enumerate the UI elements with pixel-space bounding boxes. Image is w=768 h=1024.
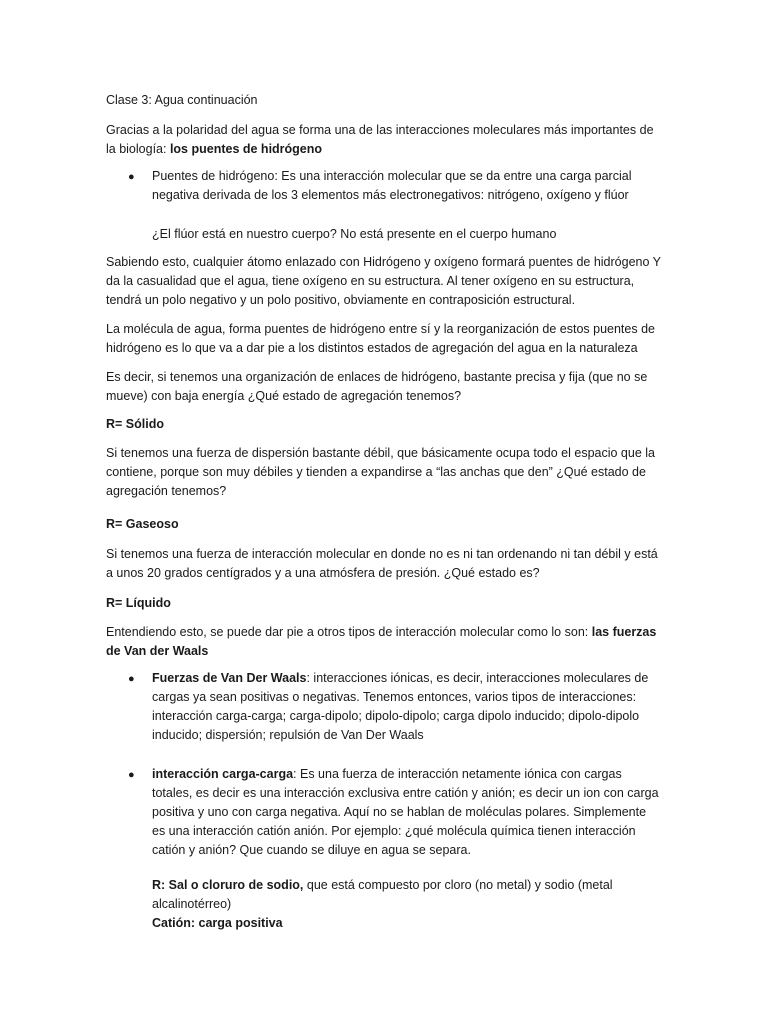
bold-term: interacción carga-carga	[152, 767, 294, 781]
bullet-icon: ●	[128, 769, 135, 781]
paragraph-text: Entendiendo esto, se puede dar pie a otros tipos de interacción molecular como lo son:	[106, 625, 592, 639]
answer-text: R= Líquido	[106, 596, 171, 610]
paragraph-liquido-question: Si tenemos una fuerza de interacción molecular en donde no es ni tan ordenando ni tan débil y está a unos 20 grados centígrados y a una atmósfera de presión. ¿Qué estado es?	[106, 547, 658, 580]
bullet-text: : interacciones iónicas, es decir, interacciones moleculares de cargas ya sean positivas o negativas. Tenemos entonces, varios tipos de interacciones: interacción carga-carga; carga-dipolo; dipolo-dipolo; carga dipolo inducido; dipolo-dipolo inducido; dispersión; repulsión de Van Der Waals	[152, 671, 649, 742]
bullet-icon: ●	[128, 171, 135, 183]
answer-text: que está compuesto por cloro (no metal) y sodio (metal alcalinotérreo)	[152, 878, 613, 911]
paragraph-text: Gracias a la polaridad del agua se forma una de las interacciones moleculares más importantes de la biología:	[106, 123, 654, 156]
bullet-puentes-hidrogeno: Puentes de hidrógeno: Es una interacción molecular que se da entre una carga parcial negativa derivada de los 3 elementos más electronegativos: nitrógeno, oxígeno y flúor	[152, 169, 632, 202]
bold-term: R: Sal o cloruro de sodio,	[152, 878, 304, 892]
paragraph-sabiendo: Sabiendo esto, cualquier átomo enlazado con Hidrógeno y oxígeno formará puentes de hidrógeno Y da la casualidad que el agua, tiene oxígeno en su estructura. Al tener oxígeno en su estructura, tendrá un polo negativo y un polo positivo, obviamente en contraposición estructural.	[106, 255, 661, 307]
answer-sal	[152, 876, 662, 914]
paragraph-dispersion: Si tenemos una fuerza de dispersión bastante débil, que básicamente ocupa todo el espacio que la contiene, porque son muy débiles y tienden a expandirse a “las anchas que den” ¿Qué estado de agregación tenemos?	[106, 446, 655, 498]
question-fluor: ¿El flúor está en nuestro cuerpo? No está presente en el cuerpo humano	[152, 227, 557, 241]
paragraph-es-decir: Es decir, si tenemos una organización de enlaces de hidrógeno, bastante precisa y fija (que no se mueve) con baja energía ¿Qué estado de agregación tenemos?	[106, 370, 648, 403]
answer-text: R= Sólido	[106, 417, 164, 431]
paragraph-polaridad	[106, 121, 662, 159]
bullet-icon: ●	[128, 673, 135, 685]
paragraph-molecula: La molécula de agua, forma puentes de hidrógeno entre sí y la reorganización de estos puentes de hidrógeno es lo que va a dar pie a los distintos estados de agregación del agua en la naturaleza	[106, 322, 655, 355]
bullet-interaccion-carga-carga	[152, 765, 662, 860]
answer-liquido	[106, 594, 662, 613]
answer-solido	[106, 415, 662, 434]
cation-label	[152, 914, 662, 933]
bold-term: Fuerzas de Van Der Waals	[152, 671, 307, 685]
bullet-fuerzas-van-der-waals	[152, 669, 662, 745]
bullet-text: : Es una fuerza de interacción netamente iónica con cargas totales, es decir es una interacción exclusiva entre catión y anión; es decir un ion con carga positiva y uno con carga negativa. Aquí no se hablan de moléculas polares. Simplemente es una interacción catión anión. Por ejemplo: ¿qué molécula química tienen interacción catión y anión? Que cuando se diluye en agua se separa.	[152, 767, 659, 857]
document-title: Clase 3: Agua continuación	[106, 93, 258, 107]
bold-phrase: las fuerzas de Van der Waals	[106, 625, 657, 658]
answer-gaseoso	[106, 515, 662, 534]
bold-phrase: los puentes de hidrógeno	[169, 142, 323, 156]
answer-text: R= Gaseoso	[106, 517, 179, 531]
paragraph-van-der-waals	[106, 623, 662, 661]
bold-term: Catión: carga positiva	[152, 916, 283, 930]
